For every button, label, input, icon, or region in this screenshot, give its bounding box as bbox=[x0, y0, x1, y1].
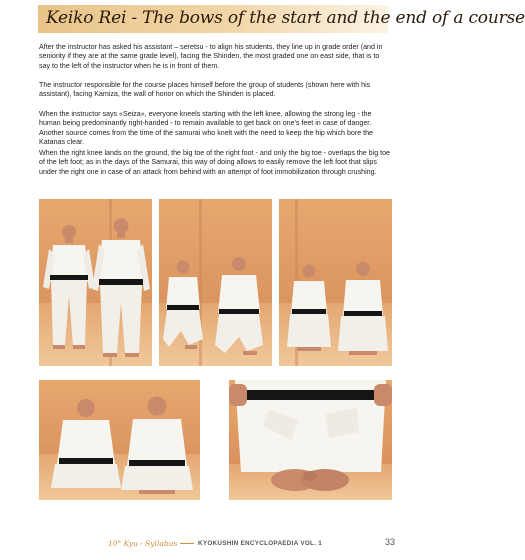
paragraph-instructor-position: The instructor responsible for the course places himself before the group of students (shown here with his assistant), facing Kamiza, the wall of honor on which the Shinden is placed. bbox=[39, 81, 371, 99]
photo-feet-closeup bbox=[229, 380, 392, 500]
paragraph-toe-overlap: When the right knee lands on the ground, the big toe of the right foot - and only the big toe - overlaps the big toe of the left foot; as in the days of the Samurai, this way of doing allows to easily remove the left foot that slips under the right one in case of an attack from behind with an attempt of foot immobilization through crushing. bbox=[39, 149, 390, 176]
paragraph-seiza-kneeling: When the instructor says «Seiza», everyone kneels starting with the left knee, allowing the strong leg - the human being predominantly right-handed - to remain available to get back on one's feet in case of danger. Another source comes from the time of the samurai who knelt with the need to keep the hip which bore the Katanas clear. bbox=[39, 110, 373, 147]
footer-separator bbox=[180, 543, 194, 544]
page-title: Keiko Rei - The bows of the start and the end of a course bbox=[46, 8, 525, 28]
photo-standing bbox=[39, 199, 152, 366]
seiza-back-illustration bbox=[39, 380, 200, 500]
photo-seiza bbox=[279, 199, 392, 366]
photo-seiza-back-close bbox=[39, 380, 200, 500]
footer-syllabus-label: 10° Kyu - Syllabus bbox=[108, 539, 178, 548]
photo-left-knee-down bbox=[159, 199, 272, 366]
kneeling-left-illustration bbox=[159, 199, 272, 366]
page-number: 33 bbox=[385, 537, 396, 547]
footer-book-title: KYOKUSHIN ENCYCLOPAEDIA VOL. 1 bbox=[198, 540, 323, 547]
seiza-illustration bbox=[279, 199, 392, 366]
feet-closeup-illustration bbox=[229, 380, 392, 500]
standing-figures-illustration bbox=[39, 199, 152, 366]
paragraph-alignment: After the instructor has asked his assistant – seretsu - to align his students, they line up in grade order (and in seniority if they are at the same grade level), facing the Shinden, the most graded one on east side, that is to say to the left of the instructor when he is in front of them. bbox=[39, 43, 383, 70]
